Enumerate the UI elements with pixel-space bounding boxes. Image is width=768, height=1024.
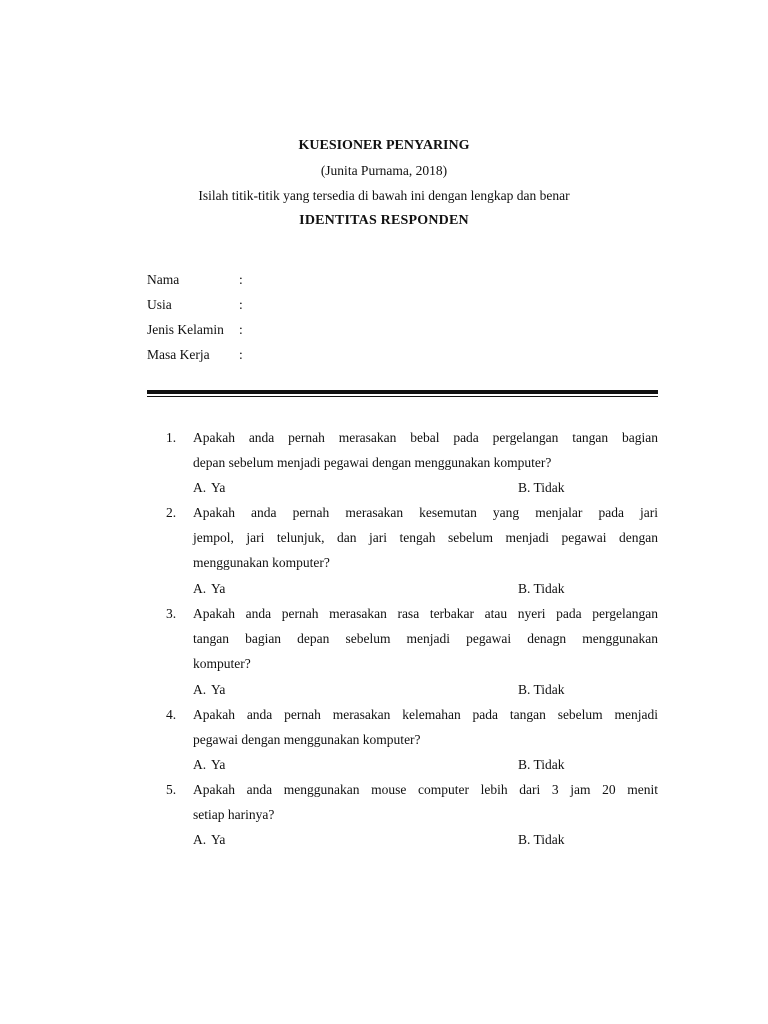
option-letter: A. [193, 581, 207, 596]
option-label: Ya [211, 581, 226, 596]
identity-colon: : [239, 347, 243, 362]
section-divider-thin [147, 396, 658, 397]
identity-label: Nama [147, 272, 180, 287]
option-b[interactable]: B. Tidak [518, 581, 565, 596]
option-a[interactable] [193, 832, 225, 848]
question-text-line: jempol, jari telunjuk, dan jari tengah sebelum menjadi pegawai dengan [193, 530, 658, 545]
option-label: Ya [211, 480, 226, 495]
question-text-line: Apakah anda pernah merasakan rasa terbakar atau nyeri pada pergelangan [193, 606, 658, 621]
option-label: Ya [211, 757, 226, 772]
option-b[interactable]: B. Tidak [518, 757, 565, 772]
option-a[interactable] [193, 480, 225, 496]
section-heading: IDENTITAS RESPONDEN [299, 213, 469, 228]
document-instruction: Isilah titik-titik yang tersedia di bawah ini dengan lengkap dan benar [198, 188, 570, 203]
option-letter: A. [193, 832, 207, 847]
identity-colon: : [239, 272, 243, 287]
question-number: 4. [166, 707, 177, 722]
identity-label: Jenis Kelamin [147, 322, 224, 337]
question-text-line: Apakah anda pernah merasakan bebal pada pergelangan tangan bagian [193, 430, 658, 445]
option-b[interactable]: B. Tidak [518, 682, 565, 697]
identity-label: Masa Kerja [147, 347, 210, 362]
option-label: Ya [211, 682, 226, 697]
question-number: 3. [166, 606, 177, 621]
question-number: 1. [166, 430, 177, 445]
question-text-line: menggunakan komputer? [193, 555, 330, 570]
option-a[interactable] [193, 581, 225, 597]
option-letter: A. [193, 757, 207, 772]
section-divider-thick [147, 390, 658, 394]
identity-label: Usia [147, 297, 172, 312]
document-title: KUESIONER PENYARING [298, 138, 470, 153]
option-b[interactable]: B. Tidak [518, 832, 565, 847]
question-text-line: tangan bagian depan sebelum menjadi pegawai denagn menggunakan [193, 631, 658, 646]
option-b[interactable]: B. Tidak [518, 480, 565, 495]
option-label: Ya [211, 832, 226, 847]
option-letter: A. [193, 480, 207, 495]
question-number: 5. [166, 782, 177, 797]
identity-colon: : [239, 322, 243, 337]
question-text-line: Apakah anda pernah merasakan kesemutan yang menjalar pada jari [193, 505, 658, 520]
option-a[interactable] [193, 757, 225, 773]
question-text-line: pegawai dengan menggunakan komputer? [193, 732, 421, 747]
option-a[interactable] [193, 682, 225, 698]
question-text-line: komputer? [193, 656, 251, 671]
question-text-line: Apakah anda menggunakan mouse computer lebih dari 3 jam 20 menit [193, 782, 658, 797]
document-author: (Junita Purnama, 2018) [320, 163, 448, 178]
identity-colon: : [239, 297, 243, 312]
question-text-line: Apakah anda pernah merasakan kelemahan pada tangan sebelum menjadi [193, 707, 658, 722]
option-letter: A. [193, 682, 207, 697]
question-text-line: depan sebelum menjadi pegawai dengan menggunakan komputer? [193, 455, 552, 470]
question-text-line: setiap harinya? [193, 807, 275, 822]
question-number: 2. [166, 505, 177, 520]
